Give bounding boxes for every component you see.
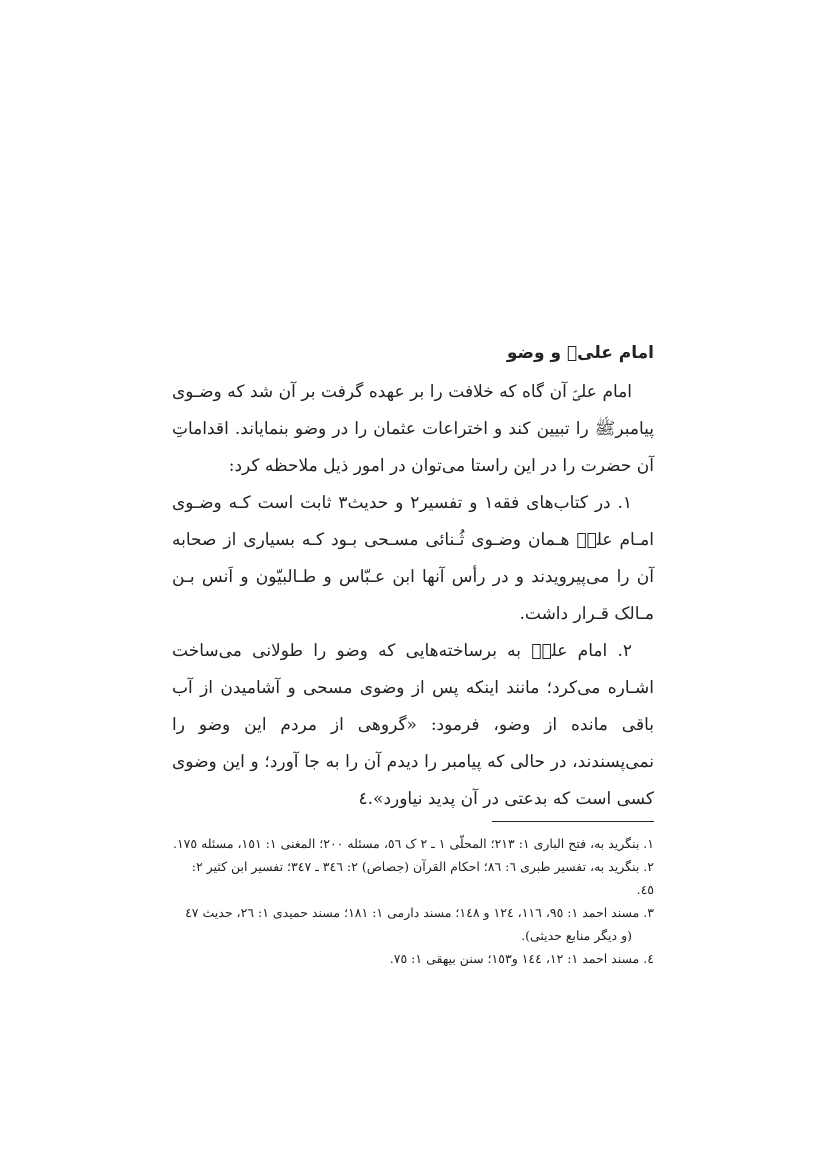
paragraph-point-1: ١. در کتاب‌های فقه١ و تفسیر٢ و حدیث٣ ثابت است کـه وضـوی امـام علیؑ هـمان وضـوی ثُـنائی مسـحی بـود کـه بسیاری از صحابه آن را می‌پیرویدند و در رأس آنها ابن عـبّاس و طـالبیّون و اَنس بـن مـالک قـرار داشت.	[172, 493, 654, 624]
footnote-1: ١. بنگرید به، فتح الباری ١: ٢١٣؛ المحلّی ١ ـ ٢ ک ٥٦، مسئله ٢٠٠؛ المغنی ١: ١٥١، مسئله ١٧٥.	[172, 836, 654, 851]
paragraph-point-2: ٢. امام علیؑ به برساخته‌هایی که وضو را طولانی می‌ساخت اشـاره می‌کرد؛ مانند اینکه پس از وضوی مسحی و آشامیدن از آب باقی مانده از وضو، فرمود: «گروهی از مردم این وضو را نمی‌پسندند، در حالی که پیامبر را دیدم آن را به جا آورد؛ و این وضوی کسی است که بدعتی در آن پدید نیاورد».٤	[172, 641, 654, 809]
footnote-3-continuation: (و دیگر منابع حدیثی).	[521, 928, 632, 943]
footnotes	[172, 832, 654, 970]
main-text	[172, 336, 654, 818]
paragraph-intro: امام علیؑ آن گاه که خلافت را بر عهده گرفت بر آن شد که وضـوی پیامبرﷺ را تبیین کند و اختراعات عثمان را در وضو بنمایاند. اقداماتِ آن حضرت را در این راستا می‌توان در امور ذیل ملاحظه کرد:	[172, 382, 654, 476]
footnote-separator	[492, 821, 654, 822]
section-heading: امام علیؑ و وضو	[506, 343, 654, 363]
footnote-4: ٤. مسند احمد ١: ١٢، ١٤٤ و١٥٣؛ سنن بیهقی ١: ٧٥.	[389, 951, 654, 966]
footnote-2: ٢. بنگرید به، تفسیر طبری ٦: ٨٦؛ احکام القرآن (جصاص) ٢: ٣٤٦ ـ ٣٤٧؛ تفسیر ابن کثیر ٢: ٤٥.	[191, 859, 654, 897]
footnote-3: ٣. مسند احمد ١: ٩٥، ١١٦، ١٢٤ و ١٤٨؛ مسند دارمی ١: ١٨١؛ مسند حمیدی ١: ٢٦، حدیث ٤٧	[185, 905, 654, 920]
